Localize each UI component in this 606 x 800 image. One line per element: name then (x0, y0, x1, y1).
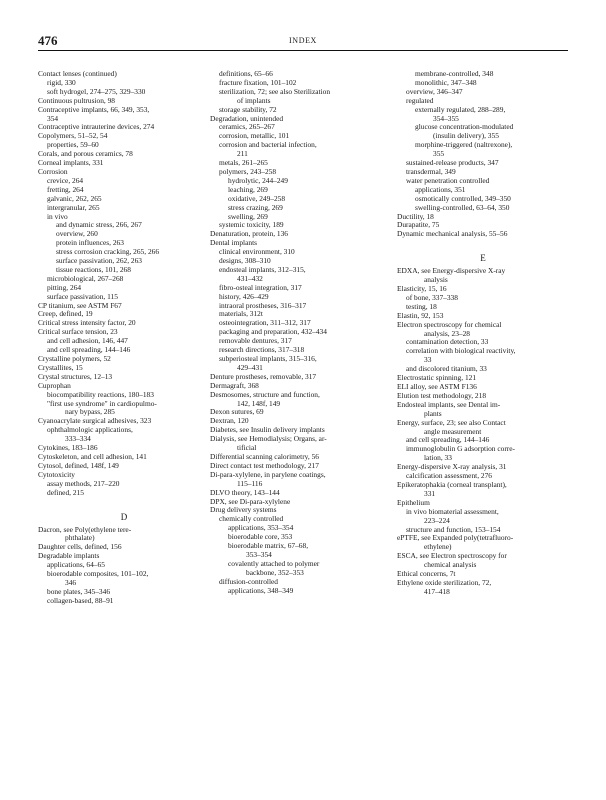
index-entry: Di-para-xylylene, in parylene coatings, (210, 469, 326, 479)
index-entry: polymers, 243–258 (219, 166, 277, 176)
index-entry: phthalate) (65, 533, 95, 543)
index-entry: diffusion-controlled (219, 576, 278, 586)
index-entry: DLVO theory, 143–144 (210, 487, 280, 497)
index-entry: Dacron, see Poly(ethylene tere- (38, 524, 132, 534)
index-entry: materials, 312t (219, 309, 263, 319)
index-entry: contamination detection, 33 (406, 337, 489, 347)
index-entry: fibro-osteal integration, 317 (219, 282, 302, 292)
index-entry: nary bypass, 285 (65, 407, 115, 417)
index-entry: Durapatite, 75 (397, 220, 440, 230)
index-entry: Ethical concerns, 7t (397, 569, 456, 579)
index-entry: 417–418 (424, 586, 450, 596)
index-entry: Dental implants (210, 238, 258, 248)
index-entry: Contraceptive implants, 66, 349, 353, (38, 104, 150, 114)
index-entry: intraoral prostheses, 316–317 (219, 300, 307, 310)
index-entry: 431–432 (237, 273, 263, 283)
index-entry: membrane-controlled, 348 (415, 69, 494, 78)
index-column-2 (210, 70, 390, 595)
letter-heading: E (480, 253, 486, 264)
index-entry: sterilization, 72; see also Sterilization (219, 86, 331, 96)
index-entry: Degradation, unintended (210, 113, 284, 123)
index-entry: stress crazing, 269 (228, 202, 283, 212)
index-entry: applications, 353–354 (228, 523, 294, 533)
index-entry: designs, 308–310 (219, 256, 271, 266)
index-entry: bioerodable core, 353 (228, 532, 293, 542)
index-entry: Desmosomes, structure and function, (210, 389, 320, 399)
index-entry: correlation with biological reactivity, (406, 346, 516, 356)
index-entry: clinical environment, 310 (219, 247, 295, 257)
index-entry: and cell spreading, 144–146 (47, 345, 131, 355)
index-entry: Dynamic mechanical analysis, 55–56 (397, 229, 508, 239)
index-entry: surface passivation, 262, 263 (56, 256, 142, 266)
index-entry: chemically controlled (219, 514, 284, 524)
index-entry: Electrostatic spinning, 121 (397, 373, 477, 383)
index-entry: Ductility, 18 (397, 211, 434, 221)
index-entry: Dextran, 120 (210, 416, 249, 426)
index-entry: Corrosion (38, 166, 68, 176)
index-entry: Cytosol, defined, 148f, 149 (38, 460, 119, 470)
index-entry: metals, 261–265 (219, 158, 268, 168)
index-entry: ESCA, see Electron spectroscopy for (397, 551, 507, 561)
index-entry: Electron spectroscopy for chemical (397, 319, 502, 329)
index-entry: Cytotoxicity (38, 469, 75, 479)
index-entry: Cyanoacrylate surgical adhesives, 323 (38, 416, 152, 426)
index-entry: analysis (424, 275, 448, 285)
index-entry: Epithelium (397, 497, 430, 507)
index-entry: CP titanium, see ASTM F67 (38, 300, 122, 310)
index-entry: fracture fixation, 101–102 (219, 77, 297, 87)
index-entry: research directions, 317–318 (219, 345, 305, 355)
index-entry: 354 (47, 113, 59, 123)
index-entry: swelling-controlled, 63–64, 350 (415, 202, 510, 212)
index-entry: ceramics, 265–267 (219, 122, 275, 132)
index-entry: Dermagraft, 368 (210, 380, 259, 390)
index-column-3 (397, 70, 569, 597)
index-entry: EDXA, see Energy-dispersive X-ray (397, 266, 506, 276)
index-entry: Denaturation, protein, 136 (210, 229, 288, 239)
index-entry: testing, 18 (406, 301, 437, 311)
index-entry: Critical stress intensity factor, 20 (38, 318, 136, 328)
index-entry: removable dentures, 317 (219, 336, 292, 346)
index-entry: angle measurement (424, 426, 482, 436)
index-entry: analysis, 23–28 (424, 328, 470, 338)
index-entry: Cytokines, 183–186 (38, 443, 98, 453)
index-entry: corrosion, metallic, 101 (219, 131, 290, 141)
index-entry: in vivo (47, 211, 68, 221)
index-entry: overview, 260 (56, 229, 98, 239)
index-entry: history, 426–429 (219, 291, 269, 301)
index-column-1 (38, 70, 210, 606)
index-entry: monolithic, 347–348 (415, 77, 477, 87)
letter-heading: D (120, 511, 128, 522)
index-entry: immunoglobulin G adsorption corre- (406, 444, 515, 454)
page-header (38, 34, 568, 51)
index-entry: Continuous pultrusion, 98 (38, 95, 115, 105)
index-entry: systemic toxicity, 189 (219, 220, 284, 230)
index-entry: Cytoskeleton, and cell adhesion, 141 (38, 451, 147, 461)
index-entry: osmotically controlled, 349–350 (415, 193, 511, 203)
index-entry: 211 (237, 149, 248, 159)
index-entry: and cell adhesion, 146, 447 (47, 336, 128, 346)
index-entry: regulated (406, 95, 434, 105)
index-entry: definitions, 65–66 (219, 69, 273, 78)
index-entry: of bone, 337–338 (406, 292, 458, 302)
index-entry: Elastin, 92, 153 (397, 310, 444, 320)
index-entry: rigid, 330 (47, 77, 76, 87)
index-entry: calcification assessment, 276 (406, 471, 492, 481)
index-entry: overview, 346–347 (406, 86, 463, 96)
index-entry: surface passivation, 115 (47, 291, 118, 301)
page-number: 476 (38, 33, 58, 48)
index-entry: 353–354 (246, 549, 272, 559)
index-entry: osteointegration, 311–312, 317 (219, 318, 311, 328)
index-entry: packaging and preparation, 432–434 (219, 327, 327, 337)
index-entry: Corals, and porous ceramics, 78 (38, 149, 133, 159)
index-entry: subperiosteal implants, 315–316, (219, 354, 317, 363)
index-entry: Ethylene oxide sterilization, 72, (397, 577, 492, 587)
index-entry: Elution test methodology, 218 (397, 390, 487, 400)
index-entry: Drug delivery systems (210, 505, 277, 515)
index-entry: tissue reactions, 101, 268 (56, 264, 131, 274)
index-entry: 429–431 (237, 362, 263, 372)
index-entry: Dexon sutures, 69 (210, 407, 264, 417)
index-entry: ePTFE, see Expanded poly(tetrafluoro- (397, 533, 514, 543)
index-entry: backbone, 352–353 (246, 567, 304, 577)
index-entry: swelling, 269 (228, 211, 268, 221)
index-entry: covalently attached to polymer (228, 558, 320, 568)
index-entry: 331 (424, 488, 436, 498)
index-entry: Diabetes, see Insulin delivery implants (210, 425, 325, 435)
index-entry: plants (424, 408, 442, 418)
index-entry: (insulin delivery), 355 (433, 131, 499, 141)
index-entry: Critical surface tension, 23 (38, 327, 118, 337)
index-entry: storage stability, 72 (219, 104, 277, 114)
index-entry: Daughter cells, defined, 156 (38, 542, 122, 552)
index-entry: Crystal structures, 12–13 (38, 371, 113, 381)
index-entry: galvanic, 262, 265 (47, 193, 102, 203)
index-entry: applications, 348–349 (228, 585, 294, 595)
index-entry: Endosteal implants, see Dental im- (397, 399, 501, 409)
index-entry: in vivo biomaterial assessment, (406, 506, 499, 516)
index-entry: 142, 148f, 149 (237, 398, 281, 408)
index-entry: externally regulated, 288–289, (415, 104, 506, 114)
index-entry: Dialysis, see Hemodialysis; Organs, ar- (210, 434, 327, 444)
index-entry: 33 (424, 355, 432, 365)
index-entry: oxidative, 249–258 (228, 193, 286, 203)
index-entry: 223–224 (424, 515, 450, 525)
index-entry: corrosion and bacterial infection, (219, 140, 317, 150)
index-entry: 354–355 (433, 113, 459, 123)
index-entry: ethylene) (424, 542, 452, 552)
index-entry: fretting, 264 (47, 184, 84, 194)
index-entry: collagen-based, 88–91 (47, 595, 114, 605)
running-title: INDEX (289, 36, 317, 45)
index-entry: 346 (65, 577, 77, 587)
index-entry: hydrolytic, 244–249 (228, 175, 288, 185)
index-entry: bone plates, 345–346 (47, 586, 111, 596)
index-entry: glucose concentration-modulated (415, 122, 514, 132)
index-entry: Differential scanning calorimetry, 56 (210, 451, 319, 461)
index-entry: soft hydrogel, 274–275, 329–330 (47, 86, 146, 96)
index-entry: of implants (237, 95, 271, 105)
index-entry: Direct contact test methodology, 217 (210, 460, 319, 470)
index-entry: and dynamic stress, 266, 267 (56, 220, 142, 230)
index-entry: sustained-release products, 347 (406, 158, 499, 168)
index-entry: pitting, 264 (47, 282, 82, 292)
index-entry: applications, 351 (415, 184, 466, 194)
index-entry: Epikeratophakia (corneal transplant), (397, 479, 507, 489)
index-entry: structure and function, 153–154 (406, 524, 501, 534)
index-entry: microbiological, 267–268 (47, 273, 124, 283)
index-entry: stress corrosion cracking, 265, 266 (56, 247, 160, 257)
index-entry: Energy, surface, 23; see also Contact (397, 417, 506, 427)
index-entry: lation, 33 (424, 453, 452, 463)
index-entry: bioerodable composites, 101–102, (47, 569, 149, 579)
index-entry: tificial (237, 443, 257, 453)
index-entry: Degradable implants (38, 551, 100, 561)
index-entry: defined, 215 (47, 487, 84, 497)
index-entry: Denture prostheses, removable, 317 (210, 371, 317, 381)
index-entry: ELI alloy, see ASTM F136 (397, 382, 477, 391)
index-entry: Cuprophan (38, 380, 71, 390)
index-entry: Corneal implants, 331 (38, 158, 104, 168)
index-entry: Contact lenses (continued) (38, 69, 117, 78)
index-entry: "first use syndrome" in cardiopulmo- (47, 398, 157, 408)
index-entry: chemical analysis (424, 560, 477, 570)
index-entry: bioerodable matrix, 67–68, (228, 541, 309, 551)
index-entry: leaching, 269 (228, 184, 268, 194)
index-entry: 355 (433, 149, 445, 159)
index-entry: applications, 64–65 (47, 560, 105, 570)
index-entry: intergranular, 265 (47, 202, 100, 212)
index-entry: Copolymers, 51–52, 54 (38, 131, 108, 141)
index-entry: water penetration controlled (406, 175, 490, 185)
index-entry: 115–116 (237, 478, 263, 488)
index-entry: Crystalline polymers, 52 (38, 354, 111, 363)
index-entry: assay methods, 217–220 (47, 478, 120, 488)
index-entry: endosteal implants, 312–315, (219, 264, 306, 274)
index-entry: properties, 59–60 (47, 140, 99, 150)
index-entry: protein influences, 263 (56, 238, 124, 248)
index-entry: DPX, see Di-para-xylylene (210, 496, 291, 506)
index-entry: and discolored titanium, 33 (406, 364, 487, 374)
index-entry: biocompatibility reactions, 180–183 (47, 389, 154, 399)
index-entry: morphine-triggered (naltrexone), (415, 140, 513, 150)
index-entry: Energy-dispersive X-ray analysis, 31 (397, 462, 507, 472)
index-entry: 333–334 (65, 434, 91, 444)
index-entry: Contraceptive intrauterine devices, 274 (38, 122, 155, 132)
index-entry: transdermal, 349 (406, 166, 456, 176)
index-entry: Creep, defined, 19 (38, 309, 93, 319)
index-entry: Crystallites, 15 (38, 362, 83, 372)
index-entry: and cell spreading, 144–146 (406, 435, 490, 445)
index-entry: crevice, 264 (47, 175, 84, 185)
index-entry: ophthalmologic applications, (47, 425, 133, 435)
index-entry: Elasticity, 15, 16 (397, 284, 447, 294)
